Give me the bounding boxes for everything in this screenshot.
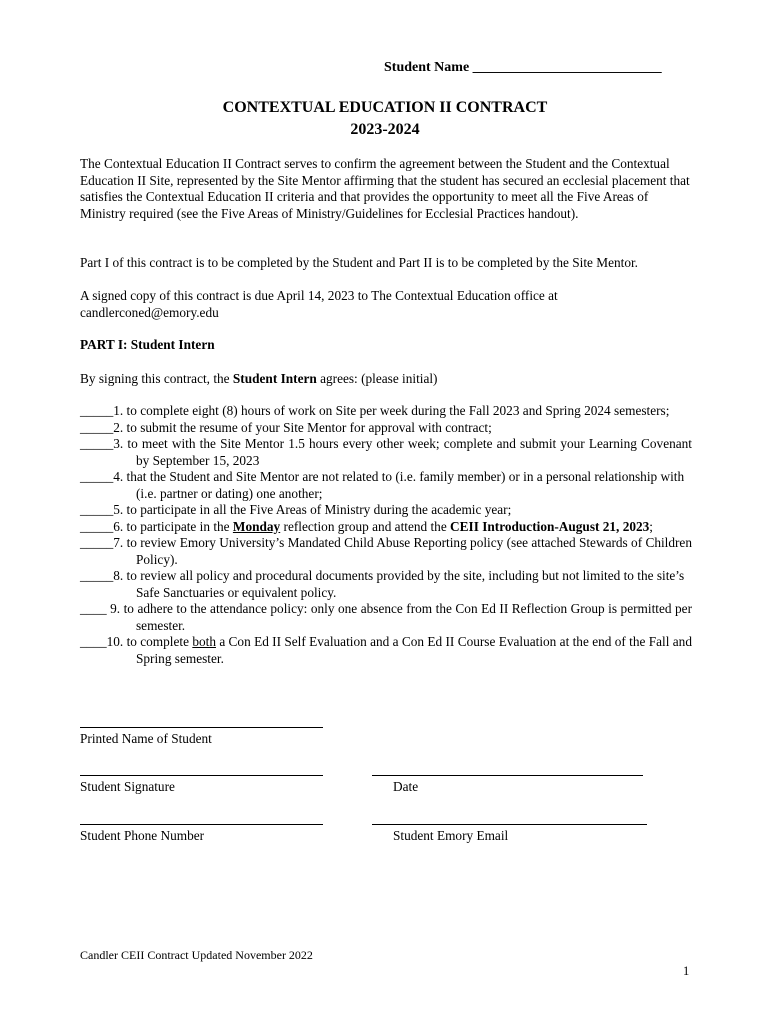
initial-blank[interactable]: _____: [80, 568, 114, 583]
agreement-item-6: [80, 519, 692, 536]
agreement-item-3: [80, 436, 692, 469]
intro-prefix: By signing this contract, the: [80, 371, 233, 386]
page-number: 1: [683, 964, 690, 978]
item-text: to complete eight (8) hours of work on Site per week during the Fall 2023 and Spring 2024 semesters;: [123, 403, 670, 418]
both-emphasis: both: [192, 634, 216, 649]
initial-blank[interactable]: ____: [80, 601, 107, 616]
item-text: to complete: [123, 634, 193, 649]
item-text: to submit the resume of your Site Mentor for approval with contract;: [123, 419, 492, 435]
agreement-item-9: [80, 601, 692, 634]
agreement-item-5: [80, 502, 692, 519]
item-number: 7.: [113, 535, 124, 550]
phone-line[interactable]: [80, 824, 323, 825]
date-label: Date: [393, 779, 419, 794]
item-number: 2.: [113, 419, 124, 435]
document-year: 2023-2024: [350, 121, 420, 138]
due-date-paragraph: A signed copy of this contract is due April 14, 2023 to The Contextual Education office at candlerconed@emory.edu: [80, 288, 558, 320]
initial-blank[interactable]: _____: [80, 469, 114, 484]
item-text: to review all policy and procedural documents provided by the site, including but not limited to the site’s Safe Sanctuaries or equivalent policy.: [123, 568, 685, 600]
initial-blank[interactable]: _____: [80, 518, 114, 534]
intro-suffix: agrees: (please initial): [316, 371, 438, 386]
printed-name-line[interactable]: [80, 727, 323, 728]
item-text: to adhere to the attendance policy: only one absence from the Con Ed II Reflection Group is permitted per semester.: [120, 601, 692, 633]
initial-blank[interactable]: _____: [80, 502, 114, 517]
agreement-item-10: [80, 634, 692, 667]
student-name-field[interactable]: Student Name ___________________________: [384, 60, 662, 75]
item-text: to participate in all the Five Areas of Ministry during the academic year;: [123, 502, 512, 517]
agreement-item-7: [80, 535, 692, 568]
student-signature-line[interactable]: [80, 775, 323, 776]
student-signature-label: Student Signature: [80, 779, 175, 794]
item-text: ;: [649, 518, 653, 534]
item-text: to review Emory University’s Mandated Child Abuse Reporting policy (see attached Stewards of Children Policy).: [123, 535, 692, 567]
monday-emphasis: Monday: [232, 518, 281, 534]
document-title: CONTEXTUAL EDUCATION II CONTRACT: [222, 99, 548, 116]
parts-paragraph: Part I of this contract is to be completed by the Student and Part II is to be completed by the Site Mentor.: [80, 255, 638, 270]
initial-blank[interactable]: _____: [80, 403, 114, 418]
item-number: 9.: [106, 601, 121, 616]
part1-intro: [80, 371, 438, 387]
item-text: to meet with the Site Mentor 1.5 hours every other week; complete and submit your Learning Covenant by September 15, 2023: [123, 436, 692, 468]
item-number: 6.: [113, 518, 124, 534]
item-number: 1.: [113, 403, 124, 418]
email-label: Student Emory Email: [393, 828, 509, 843]
agreement-item-1: [80, 403, 692, 420]
phone-label: Student Phone Number: [80, 828, 205, 843]
item-text: to participate in the: [123, 518, 233, 534]
initial-blank[interactable]: ____: [80, 634, 107, 649]
agreement-item-8: [80, 568, 692, 601]
item-number: 3.: [113, 436, 124, 451]
agreement-item-4: [80, 469, 692, 502]
item-number: 10.: [106, 634, 124, 649]
item-number: 8.: [113, 568, 124, 583]
item-number: 5.: [113, 502, 124, 517]
initial-blank[interactable]: _____: [80, 535, 114, 550]
agreement-list: [80, 403, 692, 667]
item-number: 4.: [113, 469, 124, 484]
item-text: reflection group and attend the: [280, 518, 451, 534]
initial-blank[interactable]: _____: [80, 419, 114, 435]
email-line[interactable]: [372, 824, 647, 825]
part1-heading: PART I: Student Intern: [80, 337, 215, 352]
footer-text: Candler CEII Contract Updated November 2022: [80, 948, 313, 962]
agreement-item-2: [80, 420, 692, 437]
initial-blank[interactable]: _____: [80, 436, 114, 451]
printed-name-label: Printed Name of Student: [80, 731, 212, 746]
intro-bold: Student Intern: [232, 371, 317, 386]
intro-date-emphasis: CEII Introduction-August 21, 2023: [450, 518, 650, 534]
item-text: that the Student and Site Mentor are not related to (i.e. family member) or in a personal relationship with (i.e. partner or dating) one another;: [123, 469, 685, 501]
item-text: a Con Ed II Self Evaluation and a Con Ed II Course Evaluation at the end of the Fall and Spring semester.: [136, 634, 692, 666]
intro-paragraph: The Contextual Education II Contract serves to confirm the agreement between the Student and the Contextual Education II Site, represented by the Site Mentor affirming that the student has secured an ecclesial placement that satisfies the Contextual Education II criteria and that provides the opportunity to meet all the Five Areas of Ministry required (see the Five Areas of Ministry/Guidelines for Ecclesial Practices handout).: [80, 156, 690, 221]
date-line[interactable]: [372, 775, 643, 776]
